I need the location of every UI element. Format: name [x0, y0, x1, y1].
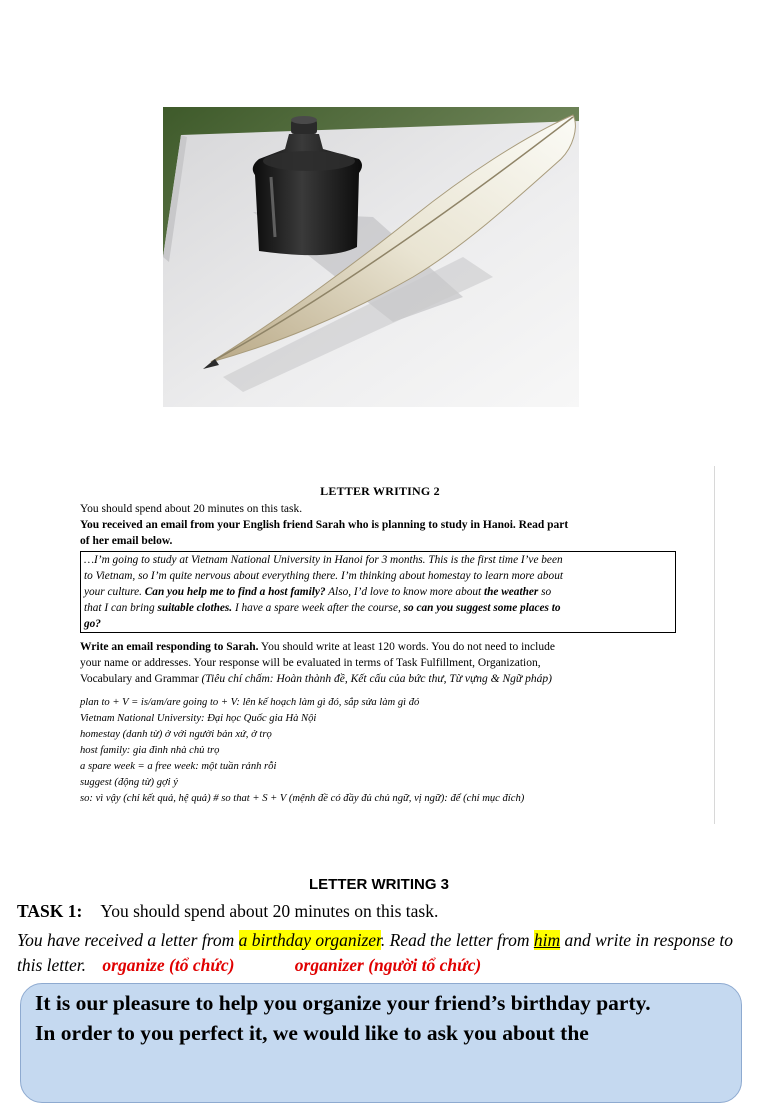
task-text: You should spend about 20 minutes on this task. — [100, 901, 439, 921]
vocab-item: host family: gia đình nhà chủ trọ — [80, 745, 220, 756]
highlight-him: him — [533, 930, 561, 950]
letter-line: It is our pleasure to help you organize your friend’s birthday party. — [35, 991, 651, 1015]
response-instruction-cont: your name or addresses. Your response will be evaluated in terms of Task Fulfillment, Organization, — [80, 657, 541, 669]
vocab-item: suggest (động từ) gợi ý — [80, 777, 178, 788]
email-excerpt-box — [80, 551, 676, 633]
vocab-item: Vietnam National University: Đại học Quốc gia Hà Nội — [80, 713, 317, 724]
letter-callout — [20, 983, 742, 1103]
excerpt-line: that I can bring suitable clothes. I have a spare week after the course, so can you suggest some places to — [84, 602, 561, 614]
excerpt-line: …I’m going to study at Vietnam National University in Hanoi for 3 months. This is the first time I’ve been — [84, 554, 563, 566]
vocab-note: organizer (người tổ chức) — [294, 955, 482, 975]
margin-rule — [714, 466, 715, 824]
vocab-item: homestay (danh từ) ở với người bản xứ, ở trọ — [80, 729, 272, 740]
vocab-item: a spare week = a free week: một tuần rảnh rỗi — [80, 761, 277, 772]
time-instruction: You should spend about 20 minutes on this task. — [80, 503, 303, 515]
highlight-organizer: a birthday organizer — [238, 930, 381, 950]
vocab-item: so: vì vậy (chỉ kết quả, hệ quả) # so that + S + V (mệnh đề có đầy đủ chủ ngữ, vị ngữ): để (chỉ mục đích) — [80, 793, 525, 804]
task-instruction: You have received a letter from a birthday organizer. Read the letter from him and write in response to this letter. organize (tổ chức) organizer (người tổ chức) — [17, 930, 733, 975]
response-instruction: Write an email responding to Sarah. You should write at least 120 words. You do not need to include — [80, 641, 555, 653]
excerpt-line: go? — [84, 618, 101, 630]
task-line — [17, 901, 438, 922]
excerpt-line: to Vietnam, so I’m quite nervous about everything there. I’m thinking about homestay to learn more about — [84, 570, 563, 582]
email-intro: You received an email from your English friend Sarah who is planning to study in Hanoi. Read part — [80, 519, 569, 531]
ink-quill-photo — [163, 107, 579, 407]
task-label: TASK 1: — [17, 901, 83, 921]
vocab-note: organize (tổ chức) — [102, 955, 235, 975]
section-title: LETTER WRITING 2 — [320, 484, 440, 498]
letter-writing-2-section — [80, 484, 680, 807]
section-title: LETTER WRITING 3 — [309, 876, 449, 893]
email-intro-cont: of her email below. — [80, 535, 173, 547]
vocab-item: plan to + V = is/am/are going to + V: lên kế hoạch làm gì đó, sắp sửa làm gì đó — [80, 697, 420, 708]
criteria-line: Vocabulary and Grammar (Tiêu chí chấm: Hoàn thành đề, Kết cấu của bức thư, Từ vựng & Ngữ pháp) — [80, 673, 552, 685]
excerpt-line: your culture. Can you help me to find a host family? Also, I’d love to know more about the weather so — [84, 586, 552, 598]
letter-line: In order to you perfect it, we would like to ask you about the — [35, 1021, 589, 1045]
